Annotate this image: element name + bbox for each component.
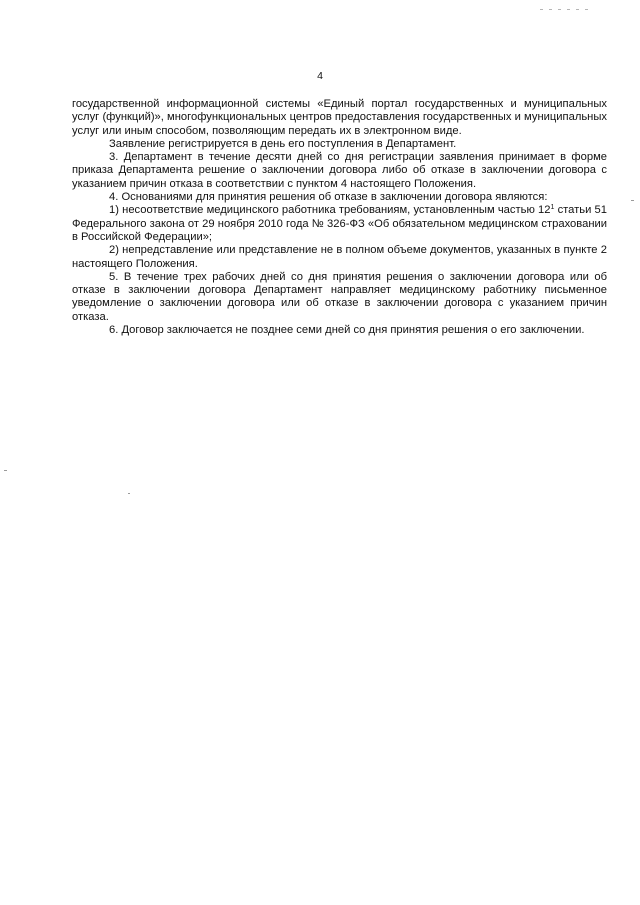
scan-artifact-left-lower bbox=[128, 493, 130, 494]
subitem-1-superscript: 1 bbox=[550, 204, 555, 212]
paragraph-item-5: 5. В течение трех рабочих дней со дня принятия решения о заключении договора или об отказе в заключении договора Департамент направляет медицинскому работнику письменное уведомление о заключении договора или об отказе в заключении договора с указанием причин отказа. bbox=[72, 270, 607, 323]
paragraph-subitem-1 bbox=[72, 204, 607, 244]
scan-artifact-left bbox=[4, 470, 7, 471]
paragraph-continuation: государственной информационной системы «Единый портал государственных и муниципальных услуг (функций)», многофункциональных центров предоставления государственных и муниципальных услуг или иным способом, позволяющим передать их в электронном виде. bbox=[72, 98, 607, 137]
document-body bbox=[72, 98, 607, 337]
paragraph-item-4: 4. Основаниями для принятия решения об отказе в заключении договора являются: bbox=[109, 191, 548, 204]
page-number: 4 bbox=[317, 70, 323, 82]
scan-artifact-right bbox=[631, 200, 634, 201]
paragraph-item-6: 6. Договор заключается не позднее семи дней со дня принятия решения о его заключении. bbox=[109, 324, 585, 337]
paragraph-subitem-2: 2) непредставление или представление не в полном объеме документов, указанных в пункте 2 настоящего Положения. bbox=[72, 244, 607, 270]
subitem-1-text-a: 1) несоответствие медицинского работника требованиям, установленным частью 12 bbox=[109, 204, 551, 217]
paragraph-registration: Заявление регистрируется в день его поступления в Департамент. bbox=[109, 137, 457, 150]
paragraph-item-3: 3. Департамент в течение десяти дней со дня регистрации заявления принимает в форме приказа Департамента решение о заключении договора либо об отказе в заключении договора с указанием причин отказа в соответствии с пунктом 4 настоящего Положения. bbox=[72, 151, 607, 190]
subitem-1-text-b: статьи 51 Федерального закона от 29 ноября 2010 года № 326-ФЗ «Об обязательном медицинском страховании в Российской Федерации»; bbox=[72, 204, 607, 243]
scan-artifact-top bbox=[540, 9, 592, 10]
